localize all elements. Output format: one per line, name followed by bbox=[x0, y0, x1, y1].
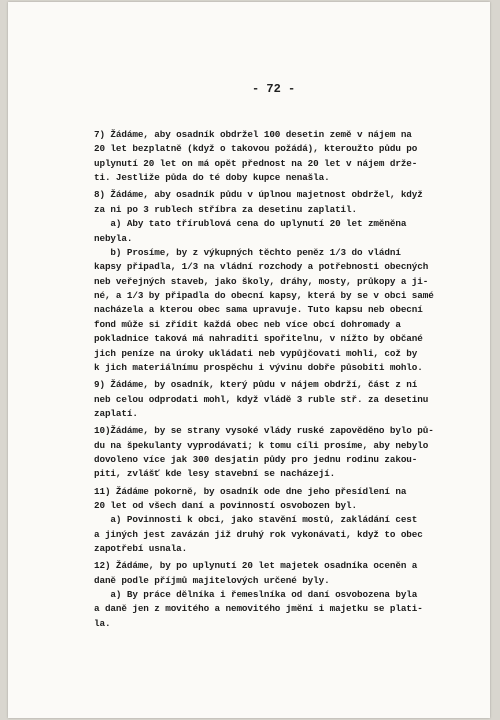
text-line: 12) Žádáme, by po uplynutí 20 let majetek osadníka oceněn a bbox=[94, 560, 418, 572]
text-line: zaplatí. bbox=[94, 408, 138, 420]
page-number: - 72 - bbox=[252, 82, 296, 96]
text-line: b) Prosíme, by z výkupných těchto peněz 1/3 do vládní bbox=[94, 246, 401, 258]
text-line: 10)Žádáme, by se strany vysoké vlády ruské zapověděno bylo pů- bbox=[94, 425, 434, 437]
text-line: kapsy připadla, 1/3 na vládní rozchody a potřebnosti obecných bbox=[94, 261, 429, 273]
text-line: piti, zvlášť kde lesy stavební se nacházejí. bbox=[94, 468, 336, 480]
text-line: la. bbox=[94, 617, 111, 629]
text-line: neb veřejných staveb, jako školy, dráhy, mosty, průkopy a ji- bbox=[94, 275, 429, 287]
text-line: 8) Žádáme, aby osadník půdu v úplnou majetnost obdržel, když bbox=[94, 189, 423, 201]
document-body bbox=[94, 128, 470, 631]
text-line: pokladnice taková má nahraditi spořitelnu, v nížto by občané bbox=[94, 333, 423, 345]
text-line: du na špekulanty vyprodávati; k tomu cíli prosíme, aby nebylo bbox=[94, 439, 429, 451]
text-line: daně podle příjmů majitelových určené byly. bbox=[94, 574, 330, 586]
text-line: uplynutí 20 let on má opět přednost na 20 let v nájem drže- bbox=[94, 157, 418, 169]
text-line: 11) Žádáme pokorně, by osadník ode dne jeho přesídlení na bbox=[94, 485, 407, 497]
text-line: 9) Žádáme, by osadník, který půdu v nájem obdrží, část z ní bbox=[94, 379, 418, 391]
text-line: nacházela a kterou obec sama upravuje. Tuto kapsu neb obecní bbox=[94, 304, 423, 316]
text-line: a jiných jest zavázán již druhý rok vykonávati, když to obec bbox=[94, 528, 423, 540]
text-line: a) Aby tato třírublová cena do uplynutí 20 let změněna bbox=[94, 218, 407, 230]
text-line: zapotřebí usnala. bbox=[94, 543, 188, 555]
text-line: jich peníze na úroky ukládati neb vypůjčovati mohli, což by bbox=[94, 347, 418, 359]
text-line: ti. Jestliže půda do té doby kupce nenašla. bbox=[94, 172, 330, 184]
text-line: neb celou odprodati mohl, když vládě 3 ruble stř. za desetinu bbox=[94, 393, 429, 405]
text-line: dovoleno více jak 300 desjatin půdy pro jednu rodinu zakou- bbox=[94, 453, 418, 465]
text-line: za ni po 3 rublech stříbra za desetinu zaplatil. bbox=[94, 203, 357, 215]
text-line: k jich materiálnímu prospěchu i vývinu dobře působiti mohlo. bbox=[94, 362, 423, 374]
text-line: 20 let od všech daní a povinností osvobozen byl. bbox=[94, 499, 357, 511]
document-page bbox=[8, 2, 490, 718]
text-line: a) Povinnosti k obci, jako stavění mostů, zakládání cest bbox=[94, 514, 418, 526]
text-line: né, a 1/3 by připadla do obecní kapsy, která by se v obci samé bbox=[94, 290, 434, 302]
text-line: 20 let bezplatně (když o takovou požádá), kteroužto půdu po bbox=[94, 143, 418, 155]
text-line: a) By práce dělníka i řemeslníka od daní osvobozena byla bbox=[94, 589, 418, 601]
text-line: 7) Žádáme, aby osadník obdržel 100 desetin země v nájem na bbox=[94, 129, 412, 140]
text-line: nebyla. bbox=[94, 232, 133, 244]
text-line: a daně jen z movitého a nemovitého jmění i majetku se plati- bbox=[94, 603, 423, 615]
text-line: fond může si zřídit každá obec neb více obcí dohromady a bbox=[94, 318, 401, 330]
